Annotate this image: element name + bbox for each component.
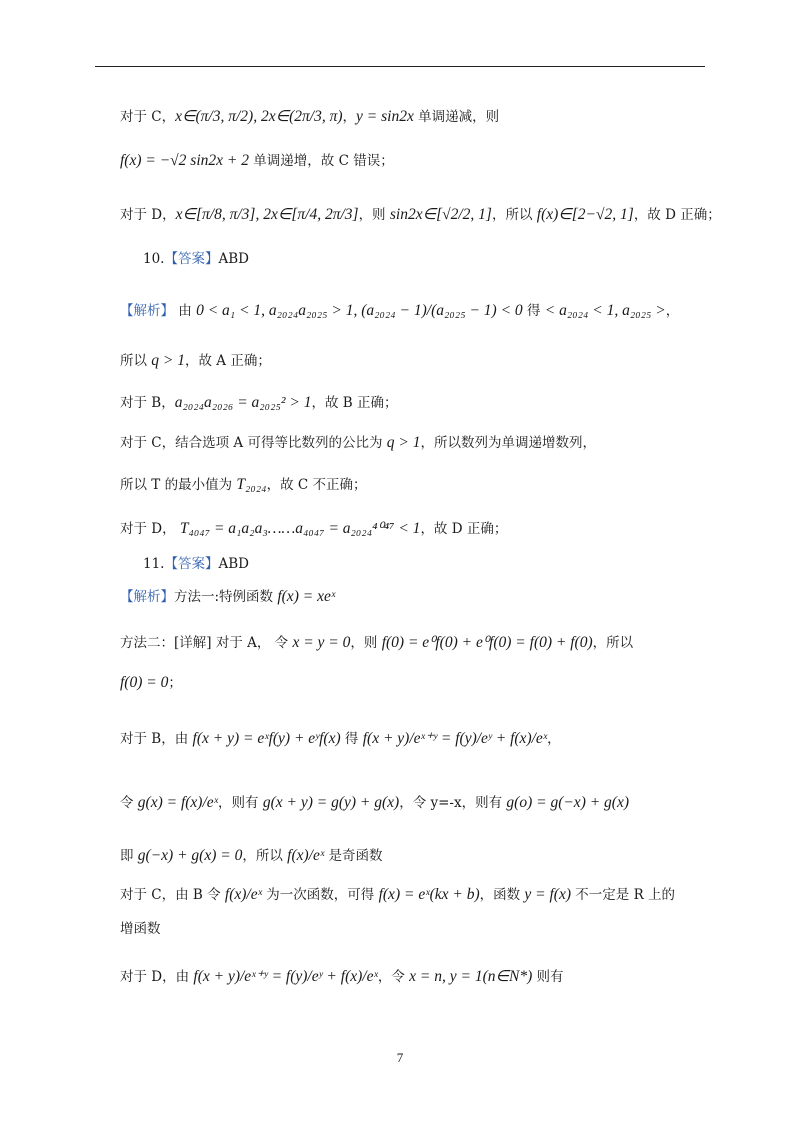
math: g(x) = f(x)/eˣ [137, 794, 219, 811]
line-1: 对于 C，x∈(π/3, π/2), 2x∈(2π/3, π)，y = sin2x 单调递减，则 [120, 108, 500, 125]
math: f(x + y)/eˣ⁺ʸ = f(y)/eʸ + f(x)/eˣ [193, 968, 378, 985]
math: f(x) = xeˣ [277, 588, 336, 605]
math: f(0) = 0 [120, 674, 169, 691]
math: 0 < a₁ < 1, a₂₀₂₄a₂₀₂₅ > 1, (a₂₀₂₄ − 1)/(a₂₀₂₅ − 1) < 0 [196, 302, 523, 319]
analysis-10: 【解析】 由 0 < a₁ < 1, a₂₀₂₄a₂₀₂₅ > 1, (a₂₀₂₄ − 1)/(a₂₀₂₅ − 1) < 0 得 < a₂₀₂₄ < 1, a₂₀₂₅ >， [120, 302, 680, 319]
math: T₂₀₂₄ [236, 476, 267, 493]
math: g(x + y) = g(y) + g(x) [262, 794, 400, 811]
math: a₂₀₂₄a₂₀₂₆ = a₂₀₂₅² > 1 [174, 394, 312, 411]
math: x∈[π/8, π/3], 2x∈[π/4, 2π/3] [175, 206, 359, 223]
math: x = n, y = 1(n∈N*) [409, 968, 533, 985]
line-9: 所以 T 的最小值为 T₂₀₂₄，故 C 不正确； [120, 476, 367, 493]
line-8: 对于 C，结合选项 A 可得等比数列的公比为 q > 1，所以数列为单调递增数列， [120, 434, 596, 451]
math: f(0) = e⁰f(0) + e⁰f(0) = f(0) + f(0) [381, 634, 593, 651]
math: y = sin2x [356, 108, 414, 125]
line-16: 令 g(x) = f(x)/eˣ，则有 g(x + y) = g(y) + g(x)，令 y=-x，则有 g(o) = g(−x) + g(x) [120, 794, 630, 811]
math: x∈(π/3, π/2), 2x∈(2π/3, π) [175, 108, 343, 125]
header-rule [95, 66, 705, 67]
math: f(x + y) = eˣf(y) + eʸf(x) [192, 730, 341, 747]
math: sin2x∈[√2/2, 1] [389, 206, 492, 223]
line-6: 所以 q > 1，故 A 正确； [120, 352, 271, 369]
answer-tag: 【答案】 [164, 251, 219, 267]
math: f(x) = −√2 sin2x + 2 [120, 152, 249, 169]
line-3: 对于 D，x∈[π/8, π/3], 2x∈[π/4, 2π/3]，则 sin2x∈[√2/2, 1]，所以 f(x)∈[2−√2, 1]，故 D 正确； [120, 206, 721, 223]
math: f(x)∈[2−√2, 1] [536, 206, 634, 223]
page-number: 7 [396, 1050, 404, 1065]
answer-10: 10.【答案】ABD [143, 251, 249, 267]
math: f(x)/eˣ [224, 886, 262, 903]
line-13: 方法二：[详解] 对于 A， 令 x = y = 0，则 f(0) = e⁰f(0) + e⁰f(0) = f(0) + f(0)，所以 [120, 634, 634, 651]
math: f(x)/eˣ [287, 847, 325, 864]
math: g(−x) + g(x) = 0 [137, 847, 243, 864]
line-19: 增函数 [120, 921, 161, 937]
line-7: 对于 B，a₂₀₂₄a₂₀₂₆ = a₂₀₂₅² > 1，故 B 正确； [120, 394, 398, 411]
line-20: 对于 D，由 f(x + y)/eˣ⁺ʸ = f(y)/eʸ + f(x)/eˣ，令 x = n, y = 1(n∈N*) 则有 [120, 968, 564, 985]
math: T₄₀₄₇ = a₁a₂a₃……a₄₀₄₇ = a₂₀₂₄⁴⁰⁴⁷ < 1 [179, 520, 421, 537]
answer-tag: 【答案】 [164, 556, 219, 572]
line-2: f(x) = −√2 sin2x + 2 单调递增，故 C 错误； [120, 152, 394, 169]
line-18: 对于 C，由 B 令 f(x)/eˣ 为一次函数，可得 f(x) = eˣ(kx + b)，函数 y = f(x) 不一定是 R 上的 [120, 886, 676, 903]
math: g(o) = g(−x) + g(x) [506, 794, 630, 811]
math: < a₂₀₂₄ < 1, a₂₀₂₅ > [544, 302, 666, 319]
math: y = f(x) [524, 886, 572, 903]
line-15: 对于 B，由 f(x + y) = eˣf(y) + eʸf(x) 得 f(x + y)/eˣ⁺ʸ = f(y)/eʸ + f(x)/eˣ， [120, 730, 561, 747]
line-14: f(0) = 0； [120, 674, 182, 691]
math: f(x + y)/eˣ⁺ʸ = f(y)/eʸ + f(x)/eˣ [362, 730, 548, 747]
line-17: 即 g(−x) + g(x) = 0，所以 f(x)/eˣ 是奇函数 [120, 847, 383, 864]
answer-11: 11.【答案】ABD [143, 556, 249, 572]
line-10: 对于 D， T₄₀₄₇ = a₁a₂a₃……a₄₀₄₇ = a₂₀₂₄⁴⁰⁴⁷ < 1，故 D 正确； [120, 520, 508, 537]
math: f(x) = eˣ(kx + b) [378, 886, 480, 903]
analysis-11: 【解析】方法一:特例函数 f(x) = xeˣ [120, 588, 336, 605]
math: x = y = 0 [292, 634, 351, 651]
math: q > 1 [151, 352, 186, 369]
analysis-tag: 【解析】 [120, 589, 174, 605]
analysis-tag: 【解析】 [120, 303, 174, 319]
math: q > 1 [386, 434, 421, 451]
